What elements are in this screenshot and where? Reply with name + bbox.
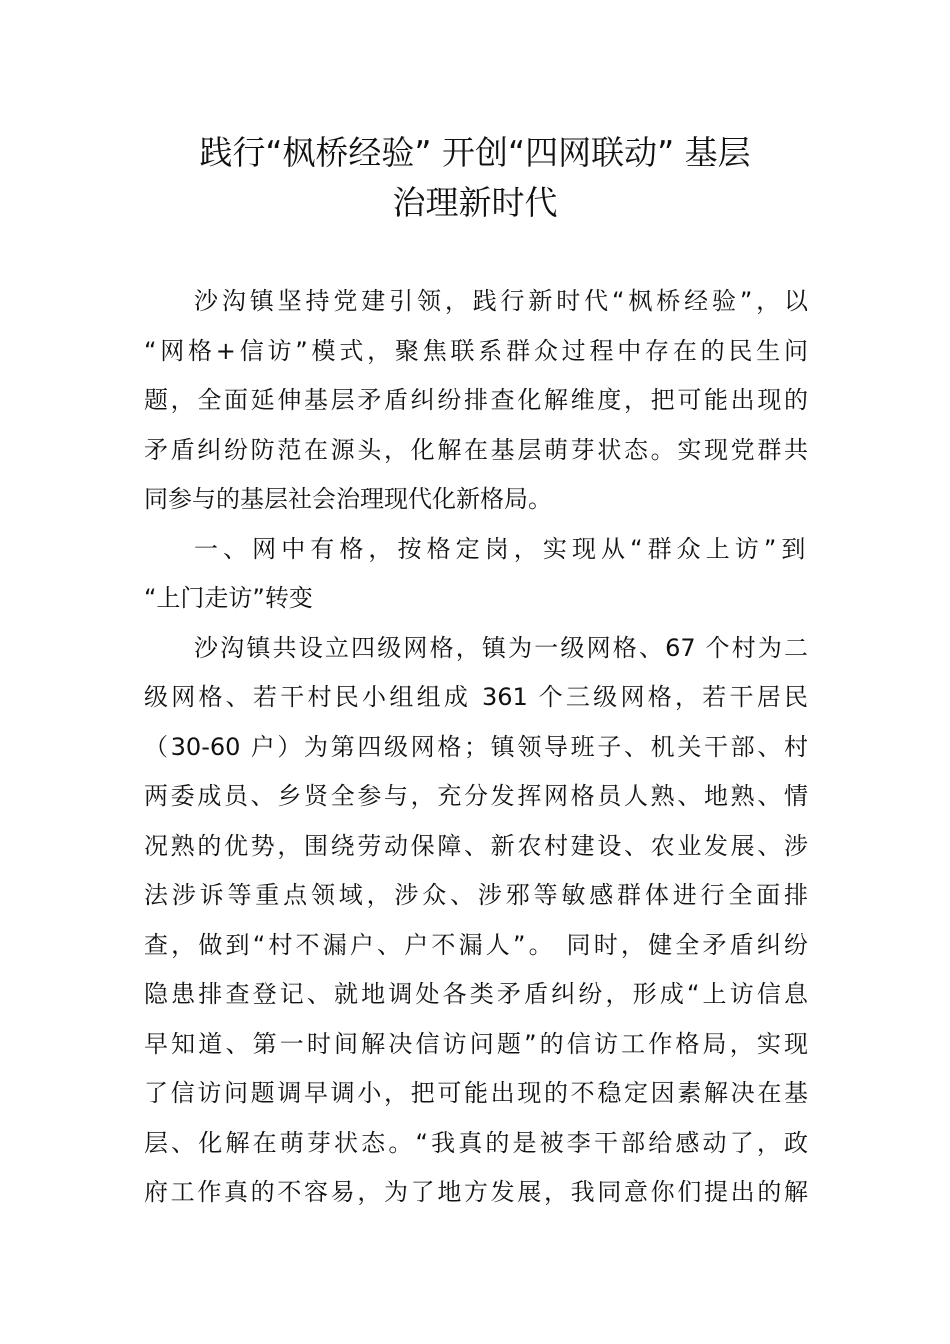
text-line: 了信访问题调早调小，把可能出现的不稳定因素解决在基 (144, 1079, 808, 1107)
title-line-1: 践行“枫桥经验” 开创“四网联动” 基层 (199, 133, 751, 172)
document-body (144, 277, 808, 1218)
text-line: 法涉诉等重点领域，涉众、涉邪等敏感群体进行全面排 (144, 881, 808, 909)
text-line: 府工作真的不容易，为了地方发展，我同意你们提出的解 (144, 1178, 808, 1206)
text-line: 早知道、第一时间解决信访问题”的信访工作格局，实现 (144, 1029, 808, 1058)
text-line: 矛盾纠纷防范在源头，化解在基层萌芽状态。实现党群共 (144, 435, 808, 464)
text-line: （30-60 户）为第四级网格；镇领导班子、机关干部、村 (144, 732, 808, 761)
text-line: 况熟的优势，围绕劳动保障、新农村建设、农业发展、涉 (144, 831, 808, 860)
paragraph-section-1 (144, 624, 808, 1218)
text-line: 沙沟镇坚持党建引领，践行新时代“枫桥经验”，以 (194, 287, 808, 315)
text-line: 两委成员、乡贤全参与，充分发挥网格员人熟、地熟、情 (144, 782, 808, 810)
text-line: 查，做到“村不漏户、户不漏人”。 同时，健全矛盾纠纷 (144, 930, 808, 959)
document-title (130, 128, 820, 228)
paragraph-intro (144, 277, 808, 525)
text-line: 同参与的基层社会治理现代化新格局。 (144, 485, 552, 513)
text-line: “网格+信访”模式，聚焦联系群众过程中存在的民生问 (144, 336, 808, 365)
text-line: 沙沟镇共设立四级网格，镇为一级网格、67 个村为二 (194, 633, 808, 662)
text-line: 题，全面延伸基层矛盾纠纷排查化解维度，把可能出现的 (144, 386, 808, 414)
heading-line: 一、网中有格，按格定岗，实现从“群众上访”到 (194, 534, 808, 563)
heading-line: “上门走访”转变 (144, 584, 313, 612)
section-heading (144, 525, 808, 624)
text-line: 隐患排查登记、就地调处各类矛盾纠纷，形成“上访信息 (144, 980, 808, 1008)
title-line-2: 治理新时代 (392, 183, 558, 222)
text-line: 级网格、若干村民小组组成 361 个三级网格，若干居民 (144, 683, 808, 711)
text-line: 层、化解在萌芽状态。“我真的是被李干部给感动了，政 (144, 1128, 808, 1157)
